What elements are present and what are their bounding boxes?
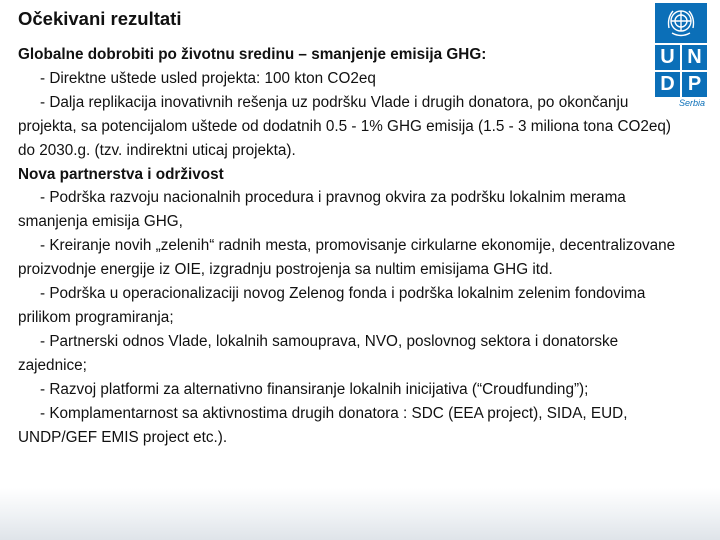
- section-heading-global-benefits: Globalne dobrobiti po životnu sredinu – smanjenje emisija GHG:: [18, 46, 487, 63]
- slide-footer-band: [0, 488, 720, 540]
- logo-country: Serbia: [678, 98, 705, 108]
- logo-letter-p: P: [682, 72, 707, 97]
- list-item: - Partnerski odnos Vlade, lokalnih samouprava, NVO, poslovnog sektora i donatorske zajednice;: [18, 332, 619, 374]
- list-item: - Kreiranje novih „zelenih“ radnih mesta, promovisanje cirkularne ekonomije, decentralizovane proizvodnje energije iz OIE, izgradnju postrojenja sa nultim emisijama GHG itd.: [18, 237, 676, 279]
- list-item: - Dalja replikacija inovativnih rešenja uz podršku Vlade i drugih donatora, po okončanju projekta, sa potencijalom uštede od dodatnih 0.5 - 1% GHG emisija (1.5 - 3 miliona tona CO2eq) do 2030.g. (tzv. indirektni uticaj projekta).: [18, 93, 672, 159]
- list-item: - Komplamentarnost sa aktivnostima drugih donatora : SDC (EEA project), SIDA, EUD, UNDP/GEF EMIS project etc.).: [18, 404, 628, 446]
- list-item: - Podrška razvoju nacionalnih procedura i pravnog okvira za podršku lokalnim merama smanjenja emisija GHG,: [18, 189, 626, 231]
- slide-title: Očekivani rezultati: [18, 8, 182, 29]
- list-item: - Razvoj platformi za alternativno finansiranje lokalnih inicijativa (“Croudfunding”);: [40, 380, 589, 398]
- logo-letter-n: N: [682, 45, 707, 70]
- logo-letter-d: D: [655, 72, 680, 97]
- un-emblem-icon: [655, 3, 707, 43]
- list-item: - Direktne uštede usled projekta: 100 kton CO2eq: [40, 69, 376, 87]
- logo-letter-u: U: [655, 45, 680, 70]
- section-heading-partnerships: Nova partnerstva i održivost: [18, 165, 224, 183]
- slide-body: [18, 43, 688, 449]
- list-item: - Podrška u operacionalizaciji novog Zelenog fonda i podrška lokalnim zelenim fondovima prilikom programiranja;: [18, 285, 646, 326]
